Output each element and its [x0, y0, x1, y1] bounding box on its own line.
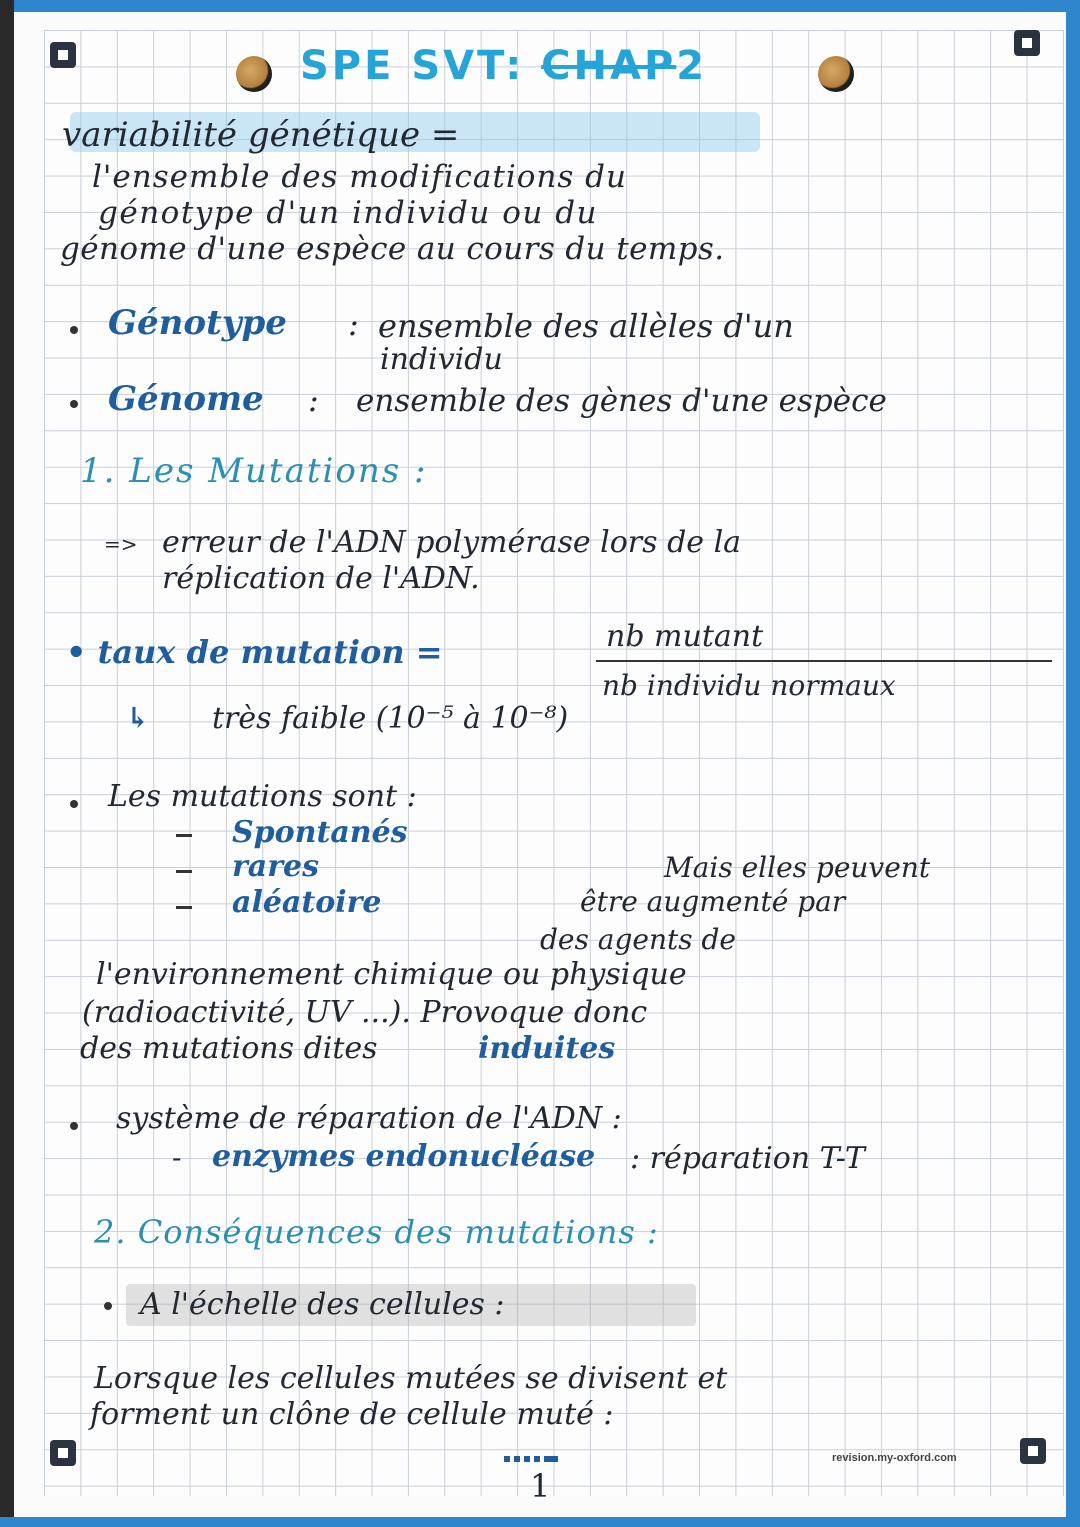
- rate-denominator: nb individu normaux: [602, 669, 896, 702]
- bullet-icon: [70, 326, 78, 334]
- dash-icon: [176, 834, 192, 837]
- page-indicator: [504, 1456, 558, 1462]
- cells-line-1: Lorsque les cellules mutées se divisent et: [94, 1361, 728, 1396]
- mutation-rate-label: • taux de mutation =: [66, 633, 443, 671]
- note-line-1: Mais elles peuvent: [664, 851, 931, 884]
- repair-line-1: système de réparation de l'ADN :: [116, 1101, 622, 1136]
- frame-bottom-border: [0, 1517, 1080, 1527]
- page-title: [300, 43, 708, 89]
- genome-def: ensemble des gènes d'une espèce: [356, 383, 887, 419]
- bullet-icon: [70, 400, 78, 408]
- frame-left-border: [0, 0, 14, 1527]
- rate-numerator: nb mutant: [606, 619, 764, 654]
- bullet-icon: [104, 1302, 112, 1310]
- definition-line-1: l'ensemble des modifications du: [92, 159, 627, 195]
- list-item: Spontanés: [232, 815, 408, 850]
- fraction-bar: [596, 660, 1052, 662]
- mutation-def-line-2: réplication de l'ADN.: [162, 561, 480, 596]
- title-number: 2: [676, 43, 708, 89]
- rate-note: très faible (10⁻⁵ à 10⁻⁸): [212, 701, 569, 736]
- genotype-sep: :: [348, 305, 359, 343]
- corner-marker-bottom-right-icon: [1020, 1438, 1046, 1464]
- definition-term: variabilité génétique =: [62, 115, 460, 155]
- repair-text: : réparation T-T: [630, 1141, 865, 1176]
- env-line-3b: induites: [478, 1031, 616, 1066]
- note-line-3: des agents de: [540, 923, 736, 956]
- env-line-3a: des mutations dites: [80, 1031, 378, 1066]
- repair-enzyme: enzymes endonucléase: [212, 1139, 596, 1174]
- corner-marker-top-right-icon: [1014, 30, 1040, 56]
- env-line-1: l'environnement chimique ou physique: [96, 957, 687, 992]
- subheading-cells: A l'échelle des cellules :: [140, 1287, 505, 1322]
- mutation-def-line-1: erreur de l'ADN polymérase lors de la: [162, 525, 742, 560]
- page-number: 1: [530, 1467, 551, 1505]
- corner-marker-bottom-left-icon: [50, 1440, 76, 1466]
- genome-sep: :: [308, 381, 319, 419]
- cells-line-2: forment un clône de cellule muté :: [90, 1397, 614, 1432]
- corner-marker-top-left-icon: [50, 42, 76, 68]
- bullet-icon: [70, 800, 78, 808]
- frame-right-border: [1066, 0, 1080, 1527]
- dash-icon: [176, 906, 192, 909]
- note-line-2: être augmenté par: [580, 885, 846, 918]
- frame-top-border: [0, 0, 1080, 12]
- list-item: aléatoire: [232, 885, 382, 920]
- punch-hole-left-icon: [236, 56, 272, 92]
- env-line-2: (radioactivité, UV ...). Provoque donc: [82, 995, 648, 1030]
- brand-link[interactable]: revision.my-oxford.com: [832, 1452, 957, 1464]
- list-intro: Les mutations sont :: [108, 779, 417, 814]
- definition-line-2: génotype d'un individu ou du: [98, 195, 599, 231]
- title-struck: CHAP: [541, 43, 677, 89]
- return-arrow-icon: ↳: [126, 701, 150, 734]
- list-item: rares: [232, 849, 320, 884]
- repair-dash: -: [172, 1141, 182, 1174]
- title-main: SPE SVT:: [300, 43, 525, 89]
- section-2-heading: 2. Conséquences des mutations :: [94, 1213, 659, 1251]
- arrow-implies: =>: [104, 532, 138, 556]
- genotype-term: Génotype: [108, 303, 287, 343]
- genome-term: Génome: [108, 379, 264, 419]
- section-1-heading: 1. Les Mutations :: [80, 451, 428, 491]
- bullet-icon: [70, 1122, 78, 1130]
- genotype-def: ensemble des allèles d'un: [378, 307, 794, 345]
- punch-hole-right-icon: [818, 56, 854, 92]
- genotype-def-2: individu: [380, 342, 503, 377]
- definition-line-3: génome d'une espèce au cours du temps.: [60, 231, 725, 267]
- dash-icon: [176, 870, 192, 873]
